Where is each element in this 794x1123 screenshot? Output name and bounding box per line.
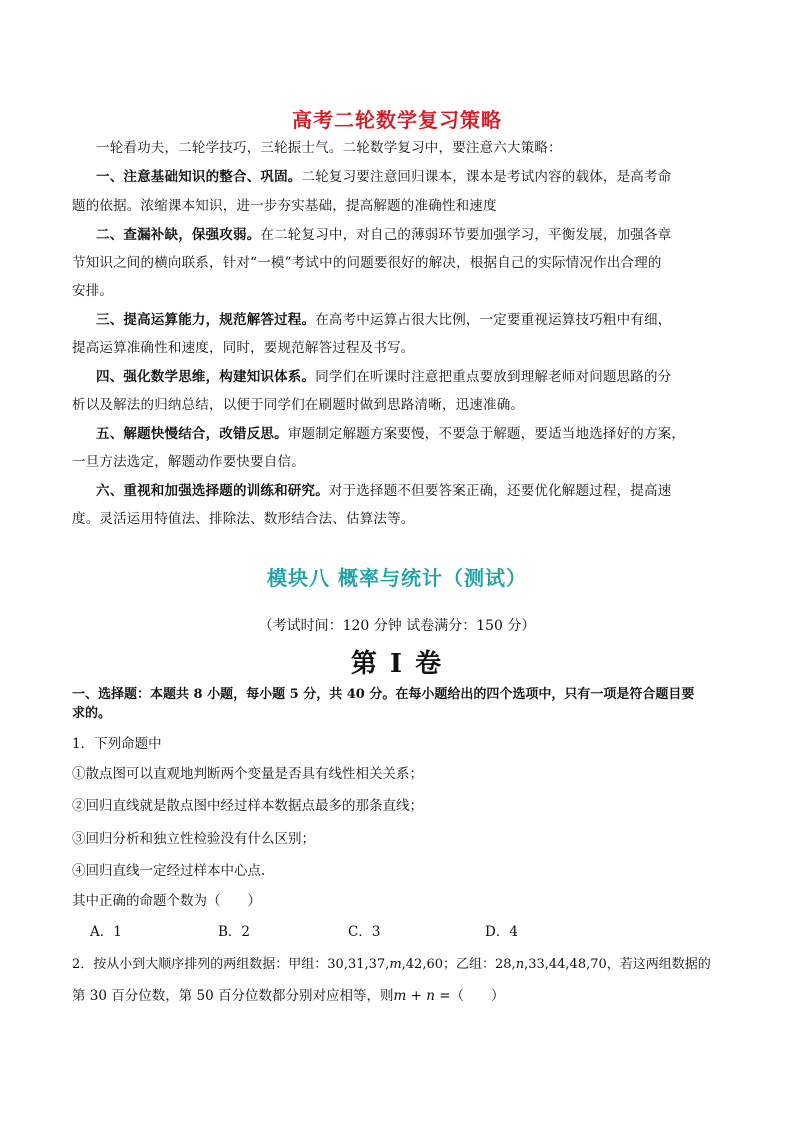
variable-n: n [515,957,525,972]
question-2-answer-blank: =（ ） [434,988,505,1004]
strategy-item-1-line-1 [96,167,671,187]
set-b-values-end: ,33,44,48,70 [524,957,607,972]
strategy-item-6-line-2: 度。灵活运用特值法、排除法、数形结合法、估算法等。 [72,511,415,527]
strategy-item-1-text: 二轮复习要注意回归课本，课本是考试内容的载体，是高考命 [301,169,672,185]
question-2-intro: 2．按从小到大顺序排列的两组数据：甲组： [72,957,328,972]
question-1-option-c[interactable]: C．3 [348,924,381,940]
question-1-prompt: 其中正确的命题个数为（ ） [72,893,261,909]
strategy-item-3-line-1 [96,310,671,330]
question-1-statement-3: ③回归分析和独立性检验没有什么区别； [72,831,315,847]
strategy-item-6-line-1 [96,481,671,501]
question-1-statement-4: ④回归直线一定经过样本中心点. [72,863,266,879]
strategy-item-2-line-1 [96,225,671,245]
question-1-option-d[interactable]: D．4 [485,924,518,940]
strategy-item-5-text: 审题制定解题方案要慢，不要急于解题，要适当地选择好的方案， [287,426,686,442]
strategy-item-3-heading: 三、提高运算能力，规范解答过程。 [96,312,316,328]
question-2-percentile-text: 第 30 百分位数，第 50 百分位数都分别对应相等，则 [72,988,394,1004]
strategy-item-2-text: 在二轮复习中，对自己的薄弱环节要加强学习，平衡发展，加强各章 [260,227,672,243]
strategy-item-5-heading: 五、解题快慢结合，改错反思。 [96,426,288,442]
question-2-line-2 [72,986,505,1006]
volume-title: 第 I 卷 [350,649,444,679]
strategy-item-1-line-2: 题的依据。浓缩课本知识，进一步夯实基础，提高解题的准确性和速度 [72,198,497,214]
strategy-item-4-text: 同学们在听课时注意把重点要放到理解老师对问题思路的分 [315,369,672,385]
strategy-item-2-heading: 二、查漏补缺，保强攻弱。 [96,227,261,243]
set-b-values-start: 28, [495,957,516,972]
strategy-item-3-text: 在高考中运算占很大比例，一定要重视运算技巧粗中有细， [315,312,672,328]
set-a-values-start: 30,31,37, [327,957,390,972]
question-2-set-b [495,957,607,972]
strategy-item-5-line-2: 一旦方法选定，解题动作要快要自信。 [72,454,305,470]
strategy-item-4-line-1 [96,367,671,387]
question-1-statement-2: ②回归直线就是散点图中经过样本数据点最多的那条直线； [72,798,423,814]
exam-info: （考试时间：120 分钟 试卷满分：150 分） [258,618,536,634]
set-a-values-end: ,42,60 [401,957,443,972]
question-2-expression: m + n [393,988,435,1004]
module-title: 模块八 概率与统计（测试） [267,566,527,590]
strategy-item-2-line-3: 安排。 [72,283,114,299]
question-1-stem: 1．下列命题中 [72,736,162,752]
question-1-statement-1: ①散点图可以直观地判断两个变量是否具有线性相关关系； [72,766,423,782]
strategy-item-6-heading: 六、重视和加强选择题的训练和研究。 [96,483,329,499]
question-2-set-a [327,957,443,972]
question-2-condition: ，若这两组数据的 [606,957,711,972]
strategy-item-4-line-2: 析以及解法的归纳总结，以便于同学们在刷题时做到思路清晰，迅速准确。 [72,397,525,413]
strategy-title: 高考二轮数学复习策略 [292,108,502,132]
strategy-item-2-line-2: 节知识之间的横向联系，针对“一模”考试中的问题要很好的解决，根据自己的实际情况作出合理的 [72,255,662,271]
strategy-item-6-text: 对于选择题不但要答案正确，还要优化解题过程，提高速 [328,483,672,499]
question-1-option-a[interactable]: A．1 [90,924,122,940]
section-1-instructions-line-2: 求的。 [72,706,112,721]
strategy-item-3-line-2: 提高运算准确性和速度，同时，要规范解答过程及书写。 [72,340,415,356]
section-1-instructions-line-1: 一、选择题：本题共 8 小题，每小题 5 分，共 40 分。在每小题给出的四个选项中，只有一项是符合题目要 [72,687,695,702]
strategy-intro: 一轮看功夫，二轮学技巧，三轮振士气。二轮数学复习中，要注意六大策略： [96,140,562,156]
variable-m: m [389,957,402,972]
question-2-line-1 [72,955,711,975]
strategy-item-5-line-1 [96,424,685,444]
strategy-item-1-heading: 一、注意基础知识的整合、巩固。 [96,169,302,185]
question-1-option-b[interactable]: B．2 [218,924,251,940]
strategy-item-4-heading: 四、强化数学思维，构建知识体系。 [96,369,316,385]
question-2-group-b-label: ；乙组： [443,957,496,972]
